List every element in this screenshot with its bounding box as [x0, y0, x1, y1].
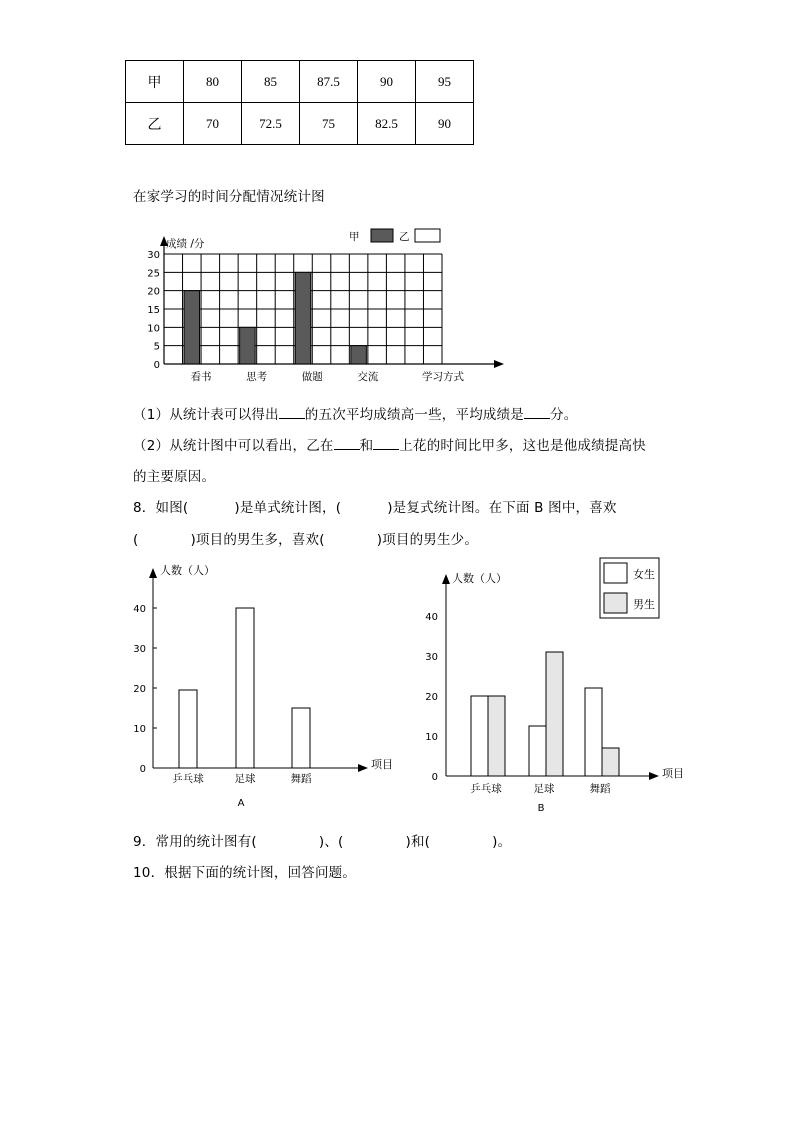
- q2-suffix: 上花的时间比甲多，这也是他成绩提高快: [399, 438, 646, 454]
- bar: [488, 696, 505, 776]
- y-axis-label: 人数（人）: [452, 572, 507, 585]
- table-cell: 90: [358, 61, 416, 103]
- legend-label: 乙: [399, 231, 410, 243]
- table-cell: 85: [242, 61, 300, 103]
- x-tick-label: 看书: [190, 371, 212, 383]
- table-cell: 72.5: [242, 103, 300, 145]
- y-tick-label: 5: [153, 341, 160, 353]
- bar: [529, 726, 546, 776]
- legend-label: 男生: [633, 598, 655, 611]
- x-tick-label: 乒乓球: [172, 773, 204, 785]
- y-tick-label: 30: [147, 250, 160, 261]
- y-tick-label: 20: [133, 684, 146, 695]
- x-axis-label: 项目: [662, 767, 684, 780]
- question-9: [133, 830, 511, 850]
- x-tick-label: 舞蹈: [589, 783, 611, 795]
- q1-suffix: 分。: [550, 407, 578, 423]
- table-cell: 80: [184, 61, 242, 103]
- q9-text: )和(: [405, 834, 431, 850]
- y-tick-label: 20: [425, 692, 438, 703]
- x-tick-label: 乒乓球: [470, 783, 502, 795]
- y-tick-label: 10: [425, 732, 438, 743]
- q8-text: (: [133, 532, 139, 548]
- x-tick-label: 思考: [246, 371, 268, 383]
- bar: [585, 688, 602, 776]
- table-cell: 乙: [126, 103, 184, 145]
- y-axis-label: 成绩 /分: [166, 238, 205, 250]
- x-tick-label: 足球: [234, 773, 256, 785]
- y-tick-label: 0: [139, 764, 146, 775]
- y-tick-label: 40: [425, 612, 438, 623]
- q9-text: 9．常用的统计图有(: [133, 834, 257, 850]
- legend-label: 女生: [633, 568, 655, 581]
- y-tick-label: 0: [153, 360, 160, 371]
- y-tick-label: 10: [133, 724, 146, 735]
- y-axis-label: 人数（人）: [160, 564, 215, 577]
- x-tick-label: 舞蹈: [290, 773, 312, 785]
- y-axis-arrow: [442, 574, 450, 584]
- bar: [602, 748, 619, 776]
- legend-label: 甲: [349, 231, 360, 243]
- table-cell: 70: [184, 103, 242, 145]
- table-cell: 82.5: [358, 103, 416, 145]
- legend-swatch: [604, 593, 627, 613]
- y-tick-label: 0: [431, 772, 438, 783]
- x-axis-label: 项目: [371, 758, 393, 771]
- x-tick-label: 做题: [301, 371, 323, 383]
- table-cell: 95: [416, 61, 474, 103]
- question-10: 10．根据下面的统计图，回答问题。: [133, 865, 357, 881]
- y-tick-label: 40: [133, 604, 146, 615]
- table-cell: 90: [416, 103, 474, 145]
- y-tick-label: 25: [147, 268, 160, 280]
- table-cell: 甲: [126, 61, 184, 103]
- q8-text: )项目的男生少。: [376, 532, 479, 548]
- q1-mid: 的五次平均成绩高一些，平均成绩是: [304, 407, 524, 423]
- y-tick-label: 10: [147, 323, 160, 335]
- table-cell: 87.5: [300, 61, 358, 103]
- table-cell: 75: [300, 103, 358, 145]
- y-tick-label: 30: [133, 644, 146, 655]
- q2-prefix: （2）从统计图中可以看出，乙在: [133, 438, 334, 454]
- x-tick-label: 交流: [357, 371, 379, 383]
- x-tick-label: 足球: [533, 783, 555, 795]
- x-axis-label: 学习方式: [422, 371, 464, 383]
- q8-text: )是复式统计图。在下面 B 图中，喜欢: [387, 500, 617, 516]
- q9-text: )。: [492, 834, 512, 850]
- bar: [546, 652, 563, 776]
- y-tick-label: 20: [147, 286, 160, 298]
- q2-mid: 和: [359, 438, 374, 454]
- q8-text: 8．如图(: [133, 500, 189, 516]
- q9-text: )、(: [318, 834, 344, 850]
- bar: [471, 696, 488, 776]
- q8-text: )是单式统计图，(: [234, 500, 342, 516]
- chart-title: 在家学习的时间分配情况统计图: [133, 189, 325, 205]
- legend-swatch: [604, 563, 627, 583]
- q8-text: )项目的男生多，喜欢(: [190, 532, 325, 548]
- y-tick-label: 15: [147, 305, 160, 316]
- question-2-line2: 的主要原因。: [133, 469, 216, 485]
- q1-prefix: （1）从统计表可以得出: [133, 407, 279, 423]
- y-tick-label: 30: [425, 652, 438, 663]
- chart-caption: A: [237, 798, 245, 809]
- x-axis-arrow: [649, 772, 659, 780]
- chart-caption: B: [537, 803, 545, 814]
